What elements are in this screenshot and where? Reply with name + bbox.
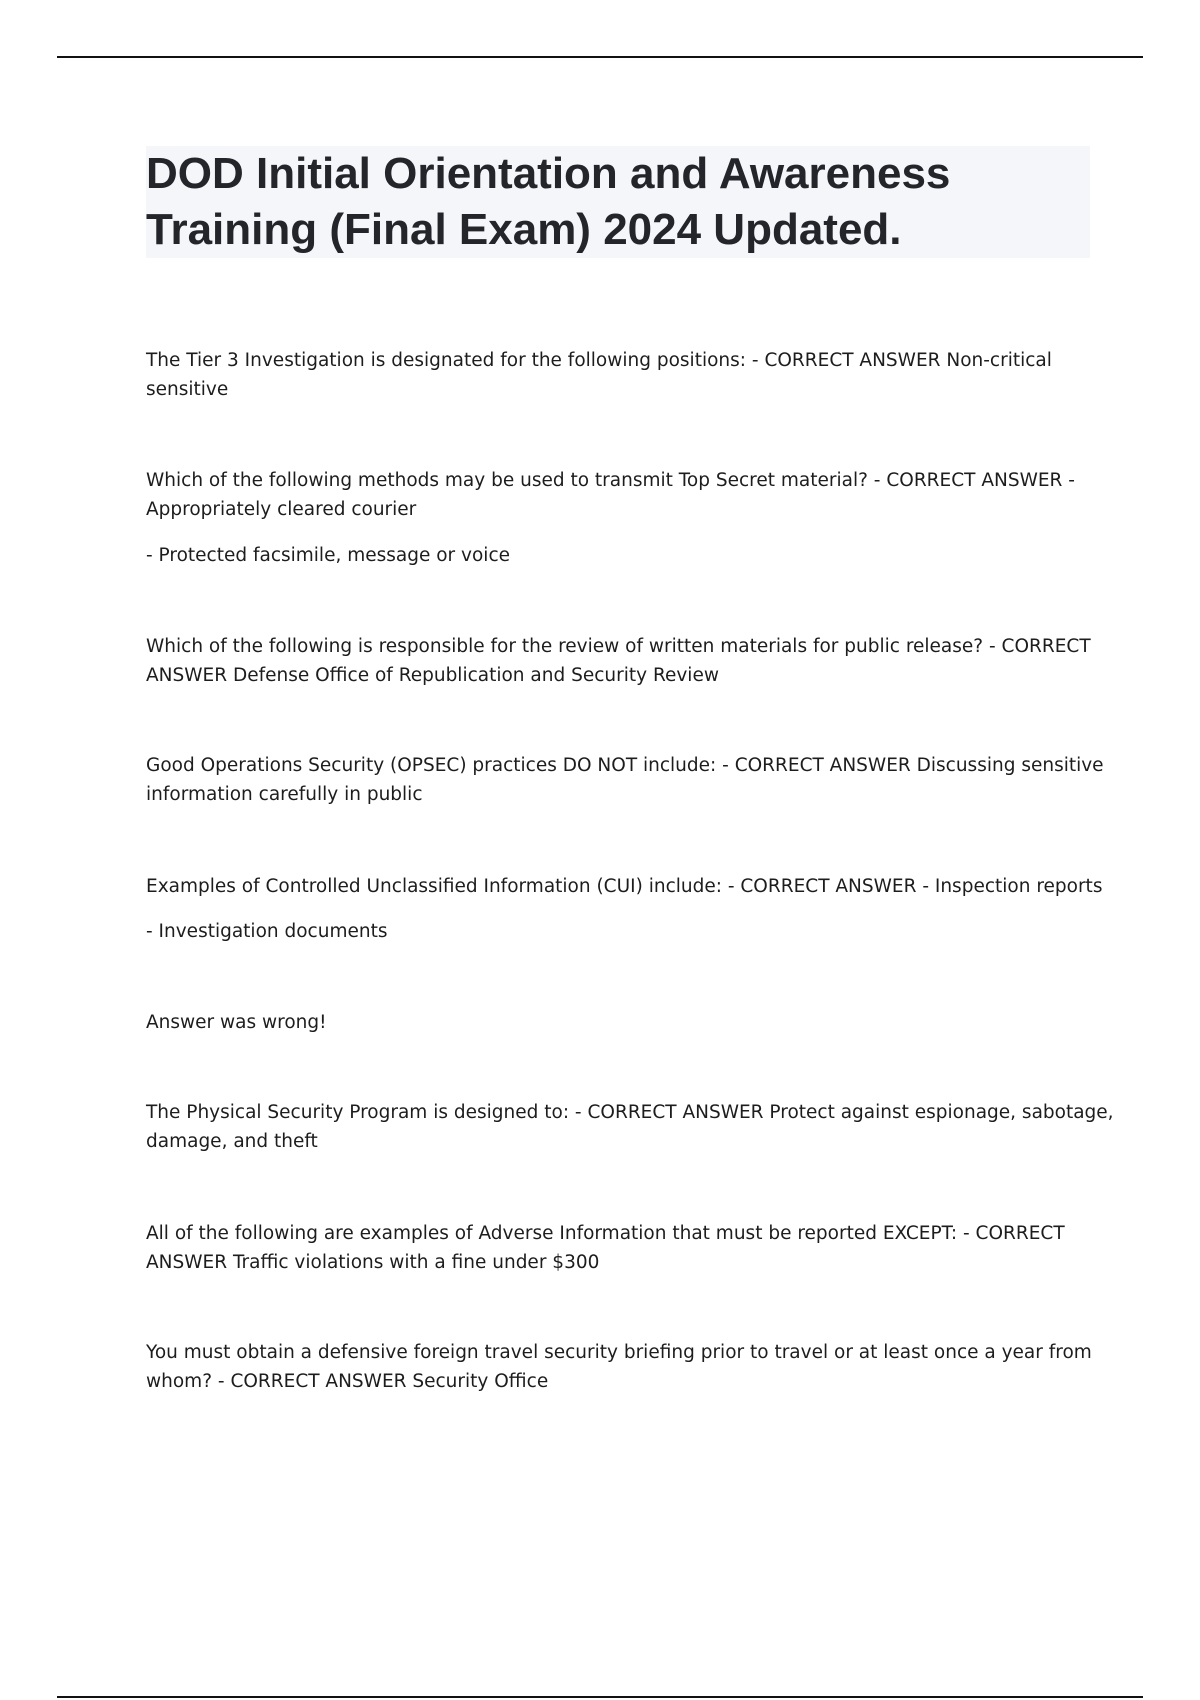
paragraph-line: Good Operations Security (OPSEC) practices DO NOT include: - CORRECT ANSWER Discussing sensitive xyxy=(146,755,1104,776)
paragraph-line: whom? - CORRECT ANSWER Security Office xyxy=(146,1371,549,1392)
paragraph-line: Answer was wrong! xyxy=(146,1012,327,1033)
top-divider xyxy=(57,56,1143,58)
paragraph-line: ANSWER Defense Office of Republication and Security Review xyxy=(146,665,719,686)
paragraph-line: All of the following are examples of Adverse Information that must be reported EXCEPT: - CORRECT xyxy=(146,1223,1065,1244)
qa-paragraph xyxy=(146,1219,1086,1277)
paragraph-line: damage, and theft xyxy=(146,1131,318,1152)
qa-paragraph xyxy=(146,917,1086,946)
bottom-divider xyxy=(57,1696,1143,1698)
title-line-1: DOD Initial Orientation and Awareness xyxy=(146,149,951,198)
paragraph-line: information carefully in public xyxy=(146,784,423,805)
paragraph-line: You must obtain a defensive foreign travel security briefing prior to travel or at least once a year from xyxy=(146,1342,1092,1363)
qa-paragraph xyxy=(146,1098,1114,1156)
qa-paragraph xyxy=(146,541,1086,570)
paragraph-line: The Tier 3 Investigation is designated for the following positions: - CORRECT ANSWER Non-critical xyxy=(146,350,1052,371)
qa-paragraph xyxy=(146,346,1086,404)
qa-paragraph xyxy=(146,1338,1092,1396)
paragraph-line: Which of the following methods may be used to transmit Top Secret material? - CORRECT ANSWER - xyxy=(146,470,1075,491)
document-title xyxy=(146,146,1090,258)
paragraph-line: Which of the following is responsible for the review of written materials for public release? - CORRECT xyxy=(146,636,1091,657)
qa-paragraph xyxy=(146,751,1104,809)
title-line-2: Training (Final Exam) 2024 Updated. xyxy=(146,205,902,254)
qa-paragraph xyxy=(146,1008,1086,1037)
paragraph-line: Appropriately cleared courier xyxy=(146,499,417,520)
qa-paragraph xyxy=(146,872,1103,901)
paragraph-line: The Physical Security Program is designed to: - CORRECT ANSWER Protect against espionage, sabotage, xyxy=(146,1102,1114,1123)
paragraph-line: - Protected facsimile, message or voice xyxy=(146,545,511,566)
paragraph-line: Examples of Controlled Unclassified Information (CUI) include: - CORRECT ANSWER - Inspection reports xyxy=(146,876,1103,897)
paragraph-line: ANSWER Traffic violations with a fine under $300 xyxy=(146,1252,600,1273)
paragraph-line: - Investigation documents xyxy=(146,921,388,942)
qa-paragraph xyxy=(146,466,1086,524)
paragraph-line: sensitive xyxy=(146,379,229,400)
qa-paragraph xyxy=(146,632,1091,690)
